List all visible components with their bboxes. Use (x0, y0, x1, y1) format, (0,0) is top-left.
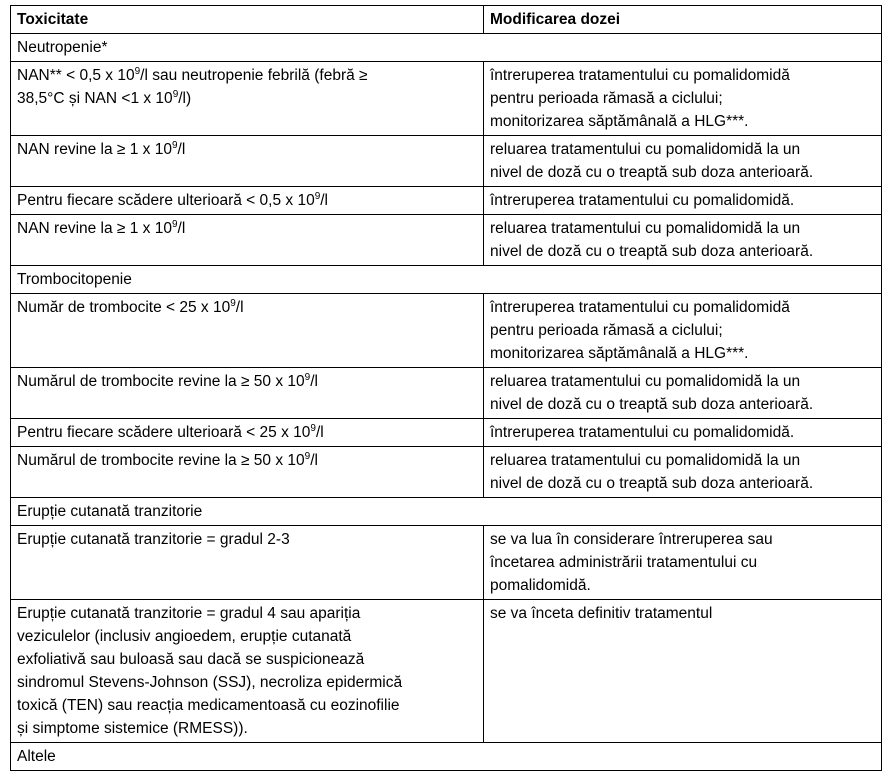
action-cell: întreruperea tratamentului cu pomalidomidă. (484, 187, 882, 215)
table-row (11, 368, 882, 419)
action-cell: întreruperea tratamentului cu pomalidomidă pentru perioada rămasă a ciclului; monitorizarea săptămânală a HLG***. (484, 62, 882, 136)
action-cell: se va înceta definitiv tratamentul (484, 600, 882, 743)
section-title-rash: Erupție cutanată tranzitorie (11, 498, 882, 526)
condition-cell: NAN revine la ≥ 1 x $10^9/l$ (11, 215, 484, 266)
section-row (11, 266, 882, 294)
action-cell: se va lua în considerare întreruperea sau încetarea administrării tratamentului cu pomalidomidă. (484, 526, 882, 600)
table-row (11, 600, 882, 743)
table-row (11, 187, 882, 215)
condition-cell: Pentru fiecare scădere ulterioară < 0,5 x $10^9/l$ (11, 187, 484, 215)
table-row (11, 419, 882, 447)
condition-cell: NAN** < 0,5 x $10^9/l$ sau neutropenie febrilă (febră ≥ 38,5°C și NAN <1 x $10^9/l$) (11, 62, 484, 136)
condition-cell: Pentru fiecare scădere ulterioară < 25 x $10^9/l$ (11, 419, 484, 447)
table-row (11, 294, 882, 368)
table-row (11, 215, 882, 266)
section-row (11, 743, 882, 771)
condition-cell: Erupție cutanată tranzitorie = gradul 4 sau apariția veziculelor (inclusiv angioedem, erupție cutanată exfoliativă sau buloasă sau dacă se suspicionează sindromul Stevens-Johnson (SSJ), necroliza epidermică toxică (TEN) sau reacția medicamentoasă cu eozinofilie și simptome sistemice (RMESS)). (11, 600, 484, 743)
condition-cell: Număr de trombocite < 25 x $10^9/l$ (11, 294, 484, 368)
condition-cell: Numărul de trombocite revine la ≥ 50 x $10^9/l$ (11, 368, 484, 419)
condition-cell: Erupție cutanată tranzitorie = gradul 2-3 (11, 526, 484, 600)
action-cell: reluarea tratamentului cu pomalidomidă la un nivel de doză cu o treaptă sub doza anterioară. (484, 136, 882, 187)
condition-cell: Numărul de trombocite revine la ≥ 50 x $10^9/l$ (11, 447, 484, 498)
condition-cell: NAN revine la ≥ 1 x $10^9/l$ (11, 136, 484, 187)
section-title-thrombocytopenia: Trombocitopenie (11, 266, 882, 294)
action-cell: reluarea tratamentului cu pomalidomidă la un nivel de doză cu o treaptă sub doza anterioară. (484, 447, 882, 498)
section-title-other: Altele (11, 743, 882, 771)
table-row (11, 62, 882, 136)
header-dose-change: Modificarea dozei (484, 6, 882, 34)
action-cell: reluarea tratamentului cu pomalidomidă la un nivel de doză cu o treaptă sub doza anterioară. (484, 215, 882, 266)
header-toxicity: Toxicitate (11, 6, 484, 34)
action-cell: întreruperea tratamentului cu pomalidomidă. (484, 419, 882, 447)
header-row (11, 6, 882, 34)
table-row (11, 447, 882, 498)
table-row (11, 526, 882, 600)
section-title-neutropenia: Neutropenie* (11, 34, 882, 62)
action-cell: întreruperea tratamentului cu pomalidomidă pentru perioada rămasă a ciclului; monitorizarea săptămânală a HLG***. (484, 294, 882, 368)
table-row (11, 136, 882, 187)
section-row (11, 498, 882, 526)
dose-modification-table (10, 5, 882, 771)
action-cell: reluarea tratamentului cu pomalidomidă la un nivel de doză cu o treaptă sub doza anterioară. (484, 368, 882, 419)
section-row (11, 34, 882, 62)
